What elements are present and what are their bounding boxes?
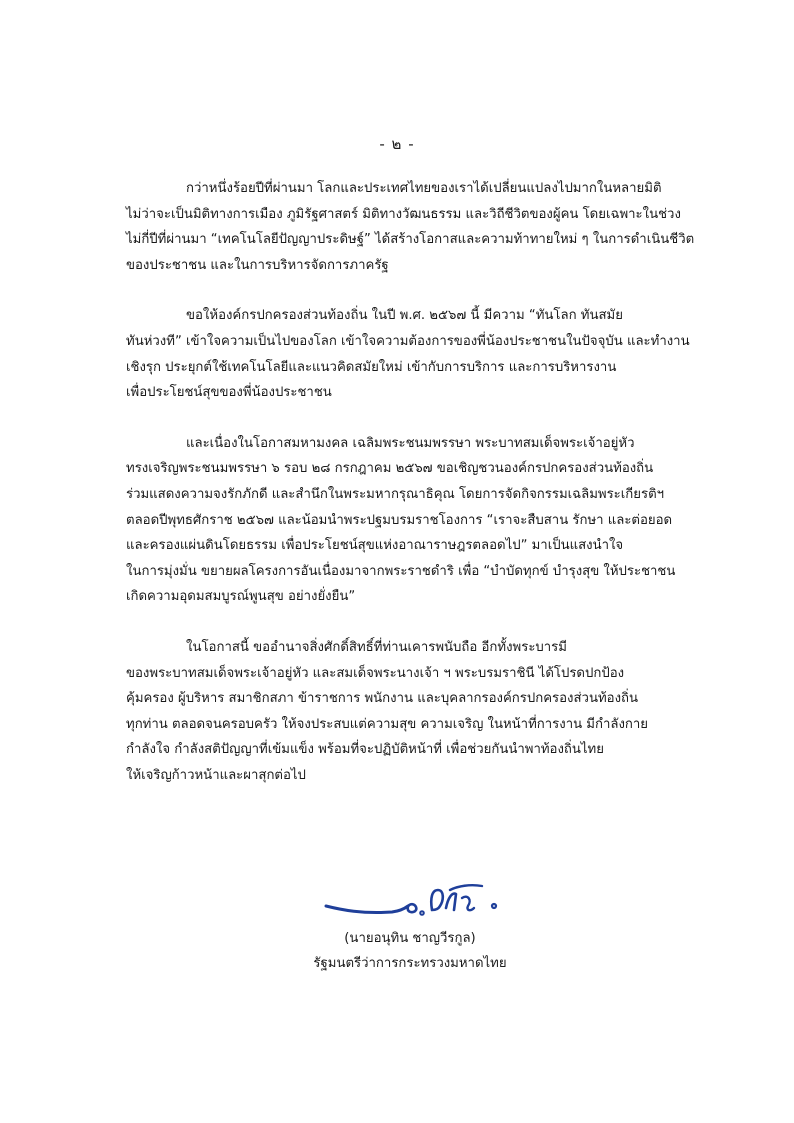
letter-body — [126, 176, 698, 813]
paragraph-line: กว่าหนึ่งร้อยปีที่ผ่านมา โลกและประเทศไทยของเราได้เปลี่ยนแปลงไปมากในหลายมิติ — [186, 181, 662, 196]
paragraph-line: ไม่ว่าจะเป็นมิติทางการเมือง ภูมิรัฐศาสตร์ มิติทางวัฒนธรรม และวิถีชีวิตของผู้คน โดยเฉพาะในช่วง — [126, 206, 681, 222]
paragraph-line: ทุกท่าน ตลอดจนครอบครัว ให้จงประสบแต่ความสุข ความเจริญ ในหน้าที่การงาน มีกำลังกาย — [126, 716, 649, 732]
paragraph-4 — [126, 635, 698, 789]
paragraph-line: ให้เจริญก้าวหน้าและผาสุกต่อไป — [126, 767, 306, 783]
paragraph-line: คุ้มครอง ผู้บริหาร สมาชิกสภา ข้าราชการ พนักงาน และบุคลากรองค์กรปกครองส่วนท้องถิ่น — [126, 691, 639, 707]
paragraph-line: ตลอดปีพุทธศักราช ๒๕๖๗ และน้อมนำพระปฐมบรมราชโองการ “เราจะสืบสาน รักษา และต่อยอด — [126, 512, 673, 528]
paragraph-1 — [126, 176, 698, 278]
paragraph-line: ทันห่วงทีˮ เข้าใจความเป็นไปของโลก เข้าใจความต้องการของพี่น้องประชาชนในปัจจุบัน และทำงาน — [126, 333, 690, 349]
paragraph-line: เพื่อประโยชน์สุขของพี่น้องประชาชน — [126, 385, 332, 401]
page-number: - ๒ - — [379, 135, 415, 153]
paragraph-line: ไม่กี่ปีที่ผ่านมา “เทคโนโลยีปัญญาประดิษฐ์” ได้สร้างโอกาสและความท้าทายใหม่ ๆ ในการดำเนินชีวิต — [126, 232, 695, 248]
signature-block — [250, 876, 570, 986]
paragraph-line: และเนื่องในโอกาสมหามงคล เฉลิมพระชนมพรรษา พระบาทสมเด็จพระเจ้าอยู่หัว — [186, 435, 635, 451]
signer-title: รัฐมนตรีว่าการกระทรวงมหาดไทย — [313, 956, 507, 971]
paragraph-line: ในโอกาสนี้ ขออำนาจสิ่งศักดิ์สิทธิ์ที่ท่านเคารพนับถือ อีกทั้งพระบารมี — [186, 639, 567, 655]
paragraph-line: ในการมุ่งมั่น ขยายผลโครงการอันเนื่องมาจากพระราชดำริ เพื่อ “บำบัดทุกข์ บำรุงสุข ให้ประชาชน — [126, 563, 676, 579]
paragraph-line: ร่วมแสดงความจงรักภักดี และสำนึกในพระมหากรุณาธิคุณ โดยการจัดกิจกรรมเฉลิมพระเกียรติฯ — [126, 486, 665, 502]
paragraph-line: และครองแผ่นดินโดยธรรม เพื่อประโยชน์สุขแห่งอาณาราษฎรตลอดไปˮ มาเป็นแสงนำใจ — [126, 538, 624, 554]
paragraph-3 — [126, 431, 698, 610]
paragraph-line: กำลังใจ กำลังสติปัญญาที่เข้มแข็ง พร้อมที่จะปฏิบัติหน้าที่ เพื่อช่วยกันนำพาท้องถิ่นไทย — [126, 742, 604, 758]
paragraph-2 — [126, 303, 698, 405]
paragraph-line: ขอให้องค์กรปกครองส่วนท้องถิ่น ในปี พ.ศ. ๒๕๖๗ นี้ มีความ “ทันโลก ทันสมัย — [186, 308, 623, 324]
signer-name: (นายอนุทิน ชาญวีรกูล) — [344, 931, 476, 946]
paragraph-line: เชิงรุก ประยุกต์ใช้เทคโนโลยีและแนวคิดสมัยใหม่ เข้ากับการบริการ และการบริหารงาน — [126, 359, 617, 375]
paragraph-line: ของพระบาทสมเด็จพระเจ้าอยู่หัว และสมเด็จพระนางเจ้า ฯ พระบรมราชินี ได้โปรดปกป้อง — [126, 665, 625, 681]
paragraph-line: ทรงเจริญพระชนมพรรษา ๖ รอบ ๒๘ กรกฎาคม ๒๕๖๗ ขอเชิญชวนองค์กรปกครองส่วนท้องถิ่น — [126, 461, 654, 477]
paragraph-line: เกิดความอุดมสมบูรณ์พูนสุข อย่างยั่งยืนˮ — [126, 589, 356, 605]
handwritten-signature — [322, 876, 502, 924]
paragraph-line: ของประชาชน และในการบริหารจัดการภาครัฐ — [126, 257, 389, 273]
